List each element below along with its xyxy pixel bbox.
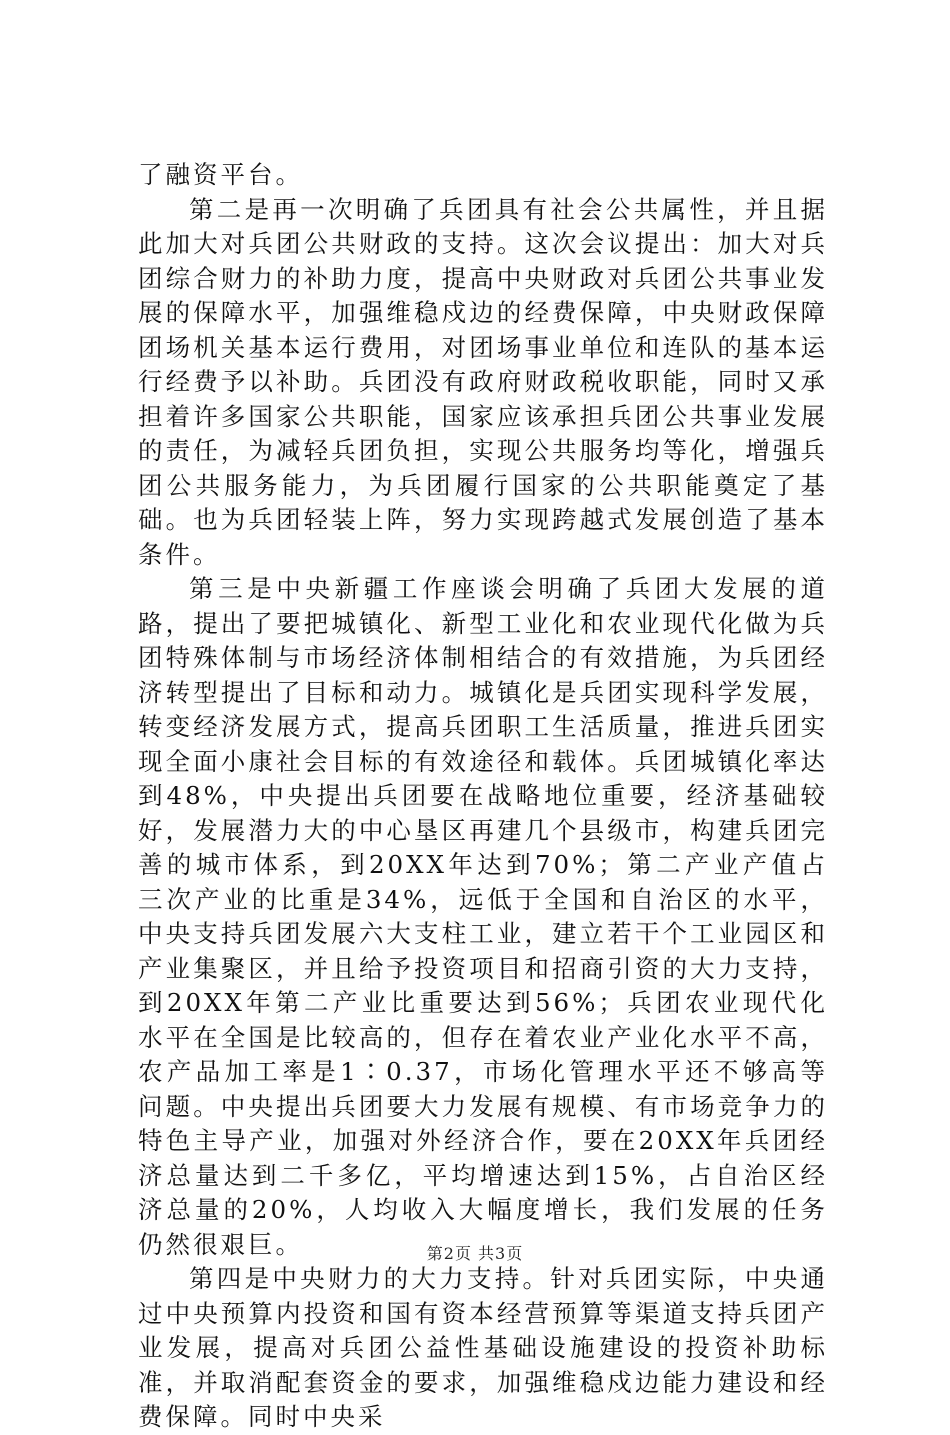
paragraph-second-point: 第二是再一次明确了兵团具有社会公共属性，并且据此加大对兵团公共财政的支持。这次会议提出：加大对兵团综合财力的补助力度，提高中央财政对兵团公共事业发展的保障水平，加强维稳戍边的经费保障，中央财政保障团场机关基本运行费用，对团场事业单位和连队的基本运行经费予以补助。兵团没有政府财政税收职能，同时又承担着许多国家公共职能，国家应该承担兵团公共事业发展的责任，为减轻兵团负担，实现公共服务均等化，增强兵团公共服务能力，为兵团履行国家的公共职能奠定了基础。也为兵团轻装上阵，努力实现跨越式发展创造了基本条件。 — [138, 194, 828, 569]
page-number-label: 第2页 共3页 — [426, 1244, 524, 1263]
paragraph-continuation: 了融资平台。 — [138, 160, 303, 189]
paragraph-fourth-point: 第四是中央财力的大力支持。针对兵团实际，中央通过中央预算内投资和国有资本经营预算等渠道支持兵团产业发展，提高对兵团公益性基础设施建设的投资补助标准，并取消配套资金的要求，加强维稳戍边能力建设和经费保障。同时中央采 — [138, 1264, 828, 1431]
paragraph-third-point: 第三是中央新疆工作座谈会明确了兵团大发展的道路，提出了要把城镇化、新型工业化和农业现代化做为兵团特殊体制与市场经济体制相结合的有效措施，为兵团经济转型提出了目标和动力。城镇化是兵团实现科学发展，转变经济发展方式，提高兵团职工生活质量，推进兵团实现全面小康社会目标的有效途径和载体。兵团城镇化率达到48%，中央提出兵团要在战略地位重要，经济基础较好，发展潜力大的中心垦区再建几个县级市，构建兵团完善的城市体系，到20XX年达到70%；第二产业产值占三次产业的比重是34%，远低于全国和自治区的水平，中央支持兵团发展六大支柱工业，建立若干个工业园区和产业集聚区，并且给予投资项目和招商引资的大力支持，到20XX年第二产业比重要达到56%；兵团农业现代化水平在全国是比较高的，但存在着农业产业化水平不高，农产品加工率是1∶0.37，市场化管理水平还不够高等问题。中央提出兵团要大力发展有规模、有市场竞争力的特色主导产业，加强对外经济合作，要在20XX年兵团经济总量达到二千多亿，平均增速达到15%，占自治区经济总量的20%，人均收入大幅度增长，我们发展的任务仍然很艰巨。 — [138, 574, 828, 1259]
page-footer — [0, 1243, 950, 1265]
